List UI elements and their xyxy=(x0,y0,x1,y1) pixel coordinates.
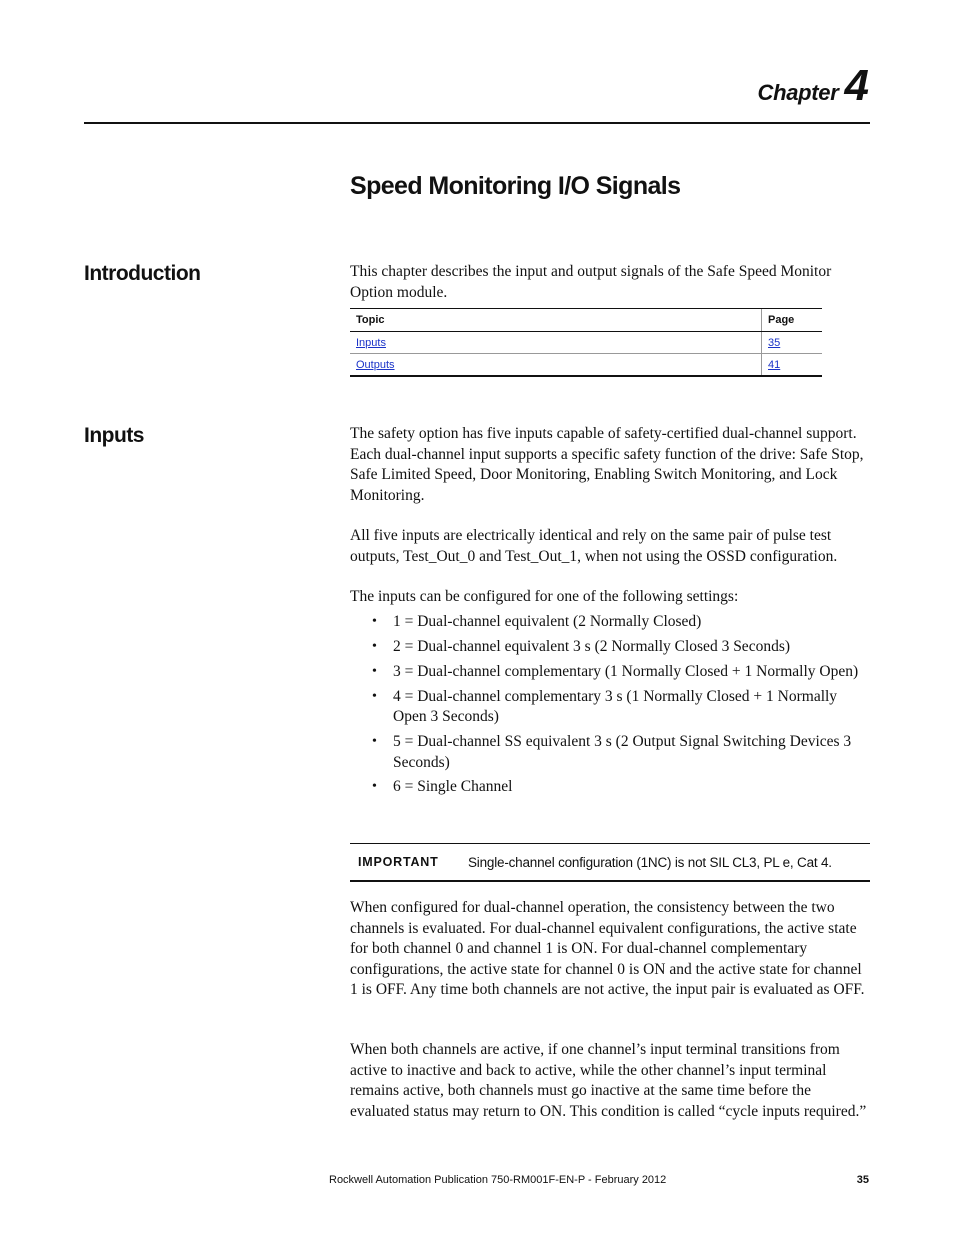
inputs-paragraph-4: When configured for dual-channel operation, the consistency between the two channels is evaluated. For dual-channel equivalent configurations, the active state for both channel 0 and channel 1 is ON. For dual-channel complementary configurations, the active state for channel 0 is ON and the active state for channel 1 is OFF. Any time both channels are not active, the input pair is evaluated as OFF. xyxy=(350,899,865,998)
list-item: • 4 = Dual-channel complementary 3 s (1 Normally Closed + 1 Normally Open 3 Seconds) xyxy=(350,687,872,728)
table-cell-page xyxy=(762,354,823,377)
topic-table xyxy=(350,308,822,377)
page-title: Speed Monitoring I/O Signals xyxy=(350,172,681,200)
chapter-header xyxy=(757,61,869,110)
table-row xyxy=(350,332,822,354)
footer-page-number: 35 xyxy=(856,1174,869,1186)
link-outputs[interactable]: Outputs xyxy=(356,358,395,371)
list-item: • 5 = Dual-channel SS equivalent 3 s (2 Output Signal Switching Devices 3 Seconds) xyxy=(350,732,872,773)
table-row xyxy=(350,354,822,377)
introduction-paragraph: This chapter describes the input and output signals of the Safe Speed Monitor Option module. xyxy=(350,263,832,301)
inputs-paragraph-1: The safety option has five inputs capable of safety-certified dual-channel support. Each dual-channel input supports a specific safety function of the drive: Safe Stop, Safe Limited Speed, Door Monitoring, Enabling Switch Monitoring, and Lock Monitoring. xyxy=(350,425,864,504)
inputs-paragraph-2: All five inputs are electrically identical and rely on the same pair of pulse test outputs, Test_Out_0 and Test_Out_1, when not using the OSSD configuration. xyxy=(350,527,838,565)
list-item: • 2 = Dual-channel equivalent 3 s (2 Normally Closed 3 Seconds) xyxy=(350,637,872,658)
inputs-paragraph-5: When both channels are active, if one channel’s input terminal transitions from active to inactive and back to active, while the other channel’s input terminal remains active, both channels must go inactive at the same time before the evaluated status may return to ON. This condition is called “cycle inputs required.” xyxy=(350,1041,867,1120)
list-item: • 1 = Dual-channel equivalent (2 Normally Closed) xyxy=(350,612,872,633)
chapter-number: 4 xyxy=(844,61,869,110)
header-rule xyxy=(84,122,870,124)
list-item: • 6 = Single Channel xyxy=(350,777,872,798)
inputs-paragraph-3: The inputs can be configured for one of the following settings: xyxy=(350,588,739,605)
table-header-row xyxy=(350,309,822,332)
important-note xyxy=(350,843,870,882)
list-item: • 3 = Dual-channel complementary (1 Normally Closed + 1 Normally Open) xyxy=(350,662,872,683)
table-cell-page xyxy=(762,332,823,354)
link-inputs-page[interactable]: 35 xyxy=(768,336,781,349)
inputs-heading: Inputs xyxy=(84,424,144,447)
link-outputs-page[interactable]: 41 xyxy=(768,358,781,371)
table-cell-topic xyxy=(350,332,762,354)
link-inputs[interactable]: Inputs xyxy=(356,336,386,349)
footer-publication: Rockwell Automation Publication 750-RM001F-EN-P - February 2012 xyxy=(329,1174,667,1186)
introduction-heading: Introduction xyxy=(84,262,201,285)
important-label: IMPORTANT xyxy=(358,855,439,869)
important-text: Single-channel configuration (1NC) is not SIL CL3, PL e, Cat 4. xyxy=(468,854,832,870)
chapter-label: Chapter xyxy=(757,80,839,105)
table-cell-topic xyxy=(350,354,762,377)
table-header-page: Page xyxy=(762,309,823,332)
table-header-topic: Topic xyxy=(350,309,762,332)
settings-list xyxy=(350,612,872,802)
